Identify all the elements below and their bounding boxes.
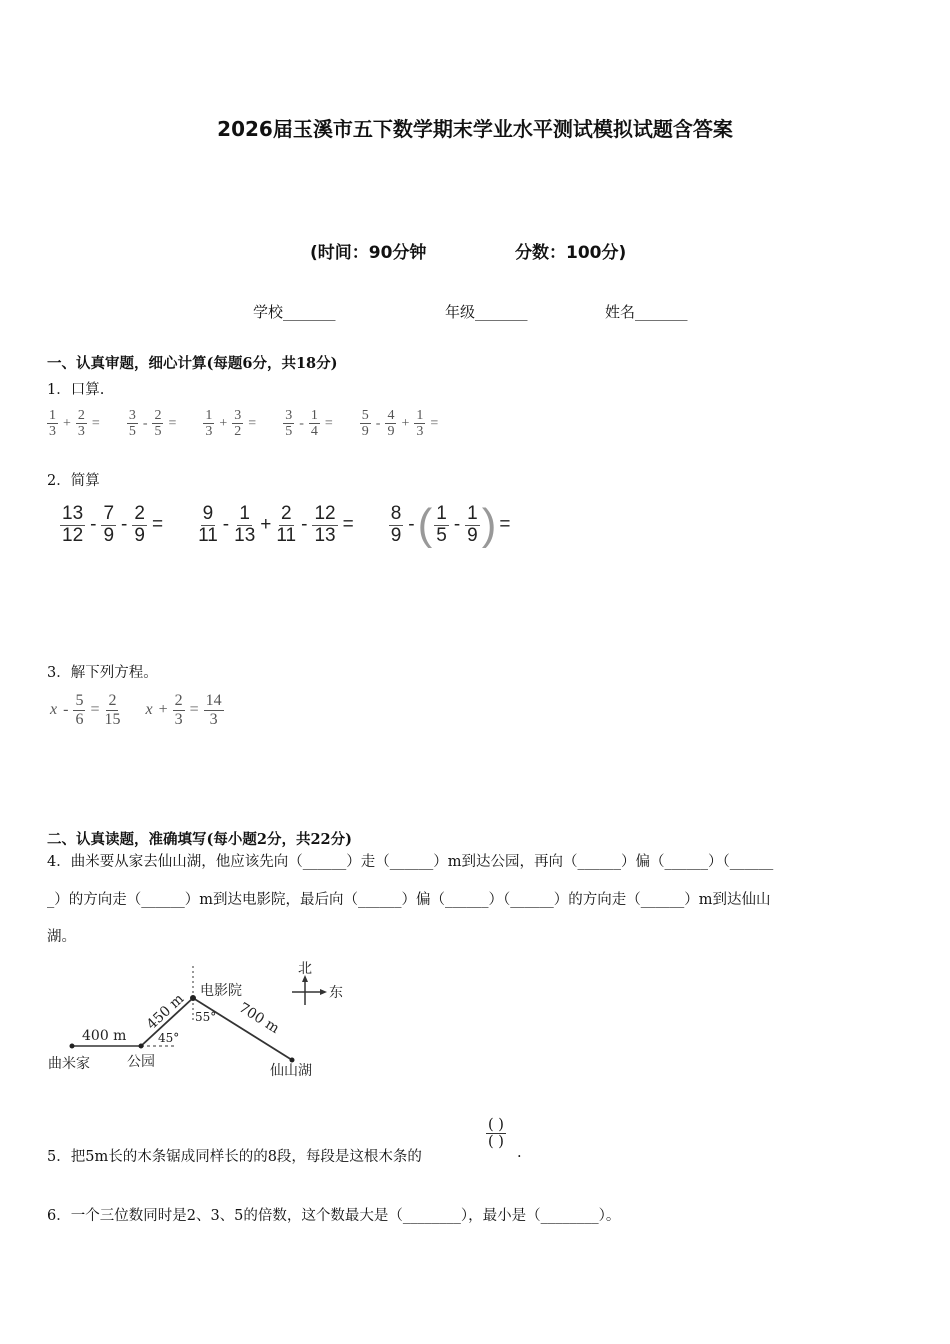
operator: -	[90, 514, 97, 535]
q2-expression	[387, 500, 514, 549]
fraction	[414, 408, 425, 440]
compass-icon	[292, 961, 343, 1005]
numerator: 14	[205, 692, 222, 709]
denominator: 3	[174, 710, 183, 728]
lake-point	[290, 1058, 295, 1063]
denominator: 9	[361, 424, 369, 440]
operator: -	[408, 514, 415, 535]
q1-expression	[281, 408, 336, 440]
numerator: 1	[205, 408, 213, 423]
numerator: 1	[49, 408, 56, 423]
operator: -	[301, 514, 308, 535]
label-home: 曲米家	[48, 1056, 90, 1072]
fraction	[101, 504, 116, 547]
denominator: 9	[103, 524, 115, 546]
label-north: 北	[298, 961, 312, 977]
numerator: 5	[361, 408, 369, 423]
q2-expression	[58, 503, 166, 547]
question-3: 3．解下列方程。	[47, 665, 158, 681]
operator: =	[151, 514, 164, 535]
operator: -	[299, 415, 304, 431]
fraction	[127, 408, 138, 440]
operator: =	[324, 415, 333, 431]
operator: -	[453, 514, 461, 535]
fraction	[132, 504, 147, 547]
denominator: 5	[128, 424, 136, 440]
school-field[interactable]: 学校_______	[253, 303, 336, 321]
fraction	[309, 408, 320, 440]
section-1-heading: 一、认真审题，细心计算(每题6分，共18分)	[47, 355, 338, 372]
operator: =	[342, 514, 354, 535]
question-5: 5．把5m长的木条锯成同样长的的8段，每段是这根木条的	[47, 1149, 422, 1165]
q2-expression	[196, 503, 357, 547]
operator: +	[401, 415, 410, 431]
operator: =	[91, 415, 100, 431]
operator: -	[375, 415, 381, 431]
denominator: 11	[276, 524, 297, 546]
fraction	[76, 408, 87, 440]
route-diagram	[40, 955, 360, 1085]
distance-700: 700 m	[235, 999, 283, 1037]
denominator: 3	[205, 424, 213, 440]
denominator: 9	[390, 524, 402, 546]
denominator: 3	[416, 424, 424, 440]
operator: -	[222, 514, 230, 535]
denominator: 12	[62, 524, 84, 546]
q3-expression	[47, 692, 122, 728]
q1-expressions	[45, 408, 441, 440]
operator: =	[168, 415, 177, 431]
q2-expressions	[58, 500, 514, 549]
q3-expression	[142, 692, 225, 728]
q1-expression	[125, 408, 180, 440]
label-cinema: 电影院	[200, 983, 242, 999]
fraction	[465, 504, 480, 547]
denominator: 13	[314, 524, 336, 546]
fraction	[232, 408, 243, 440]
section-2-heading: 二、认真读题，准确填写(每小题2分，共22分)	[47, 831, 352, 848]
left-paren: (	[417, 500, 433, 549]
question-4-line-3: 湖。	[47, 929, 76, 945]
fraction	[389, 504, 404, 547]
denominator: 6	[75, 710, 84, 728]
operator: +	[219, 415, 228, 431]
right-paren: )	[481, 500, 497, 549]
q5-denominator[interactable]: ( )	[488, 1134, 504, 1150]
denominator: 15	[104, 710, 121, 728]
denominator: 2	[234, 424, 242, 440]
denominator: 9	[134, 524, 145, 546]
fraction	[234, 504, 255, 547]
numerator: 2	[77, 408, 85, 423]
grade-field[interactable]: 年级_______	[445, 303, 528, 321]
label-lake: 仙山湖	[270, 1063, 312, 1079]
numerator: 4	[387, 408, 395, 423]
q1-expression	[45, 408, 103, 440]
question-1: 1．口算.	[47, 382, 105, 398]
numerator: 2	[108, 692, 117, 709]
q5-period: .	[517, 1145, 522, 1161]
numerator: 5	[75, 692, 84, 709]
numerator: 2	[280, 502, 292, 524]
operator: =	[90, 701, 100, 719]
denominator: 9	[387, 424, 395, 440]
q1-expression	[201, 408, 259, 440]
distance-450: 450 m	[143, 990, 188, 1033]
angle-45: 45°	[158, 1031, 180, 1045]
q3-equations	[47, 692, 226, 728]
park-point	[139, 1044, 144, 1049]
operator: +	[158, 701, 168, 719]
operator: =	[189, 701, 199, 719]
numerator: 1	[310, 408, 318, 423]
denominator: 11	[198, 524, 218, 546]
numerator: 3	[234, 408, 242, 423]
question-2: 2．简算	[47, 473, 100, 489]
fraction	[104, 692, 120, 728]
numerator: 2	[134, 502, 145, 524]
fraction	[434, 504, 449, 547]
fraction	[198, 504, 218, 547]
operator: -	[121, 514, 128, 535]
numerator: 1	[239, 502, 250, 524]
denominator: 13	[234, 524, 256, 546]
numerator: 1	[436, 502, 447, 524]
name-field[interactable]: 姓名_______	[605, 303, 688, 321]
fraction	[204, 692, 224, 728]
operator: -	[142, 415, 148, 431]
fraction	[60, 504, 85, 547]
cinema-point	[190, 995, 196, 1001]
page-title: 2026届玉溪市五下数学期末学业水平测试模拟试题含答案	[217, 117, 733, 141]
q5-numerator[interactable]: ( )	[488, 1117, 504, 1133]
exam-time: (时间：90分钟	[310, 243, 427, 263]
numerator: 13	[62, 502, 84, 524]
operator: +	[63, 415, 71, 431]
operator: =	[499, 514, 511, 535]
question-4-line-1: 4．曲米要从家去仙山湖，他应该先向（______）走（______）m到达公园，再向（______）偏（______）（______	[47, 854, 774, 870]
numerator: 8	[390, 502, 402, 524]
fraction	[283, 408, 294, 440]
numerator: 7	[103, 502, 115, 524]
operator: -	[63, 701, 69, 719]
numerator: 3	[285, 408, 293, 423]
numerator: 1	[416, 408, 424, 423]
numerator: 9	[202, 502, 214, 524]
operator: =	[430, 415, 439, 431]
denominator: 3	[209, 710, 218, 728]
numerator: 1	[467, 502, 478, 524]
fraction	[360, 408, 371, 440]
exam-score: 分数：100分)	[515, 243, 627, 263]
question-6: 6．一个三位数同时是2、3、5的倍数，这个数最大是（________），最小是（________）。	[47, 1208, 621, 1224]
denominator: 3	[49, 424, 56, 440]
fraction	[276, 504, 296, 547]
fraction	[312, 504, 337, 547]
denominator: 4	[310, 424, 318, 440]
denominator: 5	[285, 424, 293, 440]
denominator: 9	[467, 524, 478, 546]
numerator: 2	[154, 408, 162, 423]
operator: =	[248, 415, 257, 431]
fraction	[385, 408, 396, 440]
denominator: 5	[154, 424, 162, 440]
denominator: 3	[77, 424, 85, 440]
denominator: 5	[436, 524, 447, 546]
operator: +	[260, 514, 272, 535]
numerator: 2	[174, 692, 183, 709]
question-4-line-2: _）的方向走（______）m到达电影院，最后向（______）偏（______）（______）的方向走（______）m到达仙山	[47, 892, 771, 908]
variable-x: x	[50, 701, 58, 719]
variable-x: x	[145, 701, 153, 719]
label-park: 公园	[127, 1054, 155, 1070]
label-east: 东	[329, 985, 343, 1001]
q1-expression	[358, 408, 441, 440]
fraction	[152, 408, 163, 440]
fraction	[73, 692, 85, 728]
home-point	[70, 1044, 75, 1049]
fraction	[47, 408, 58, 440]
fraction	[203, 408, 214, 440]
distance-400: 400 m	[82, 1028, 127, 1044]
q5-answer-fraction[interactable]	[486, 1117, 506, 1150]
fraction	[173, 692, 185, 728]
numerator: 12	[314, 502, 336, 524]
numerator: 3	[128, 408, 136, 423]
angle-55: 55°	[195, 1010, 217, 1024]
